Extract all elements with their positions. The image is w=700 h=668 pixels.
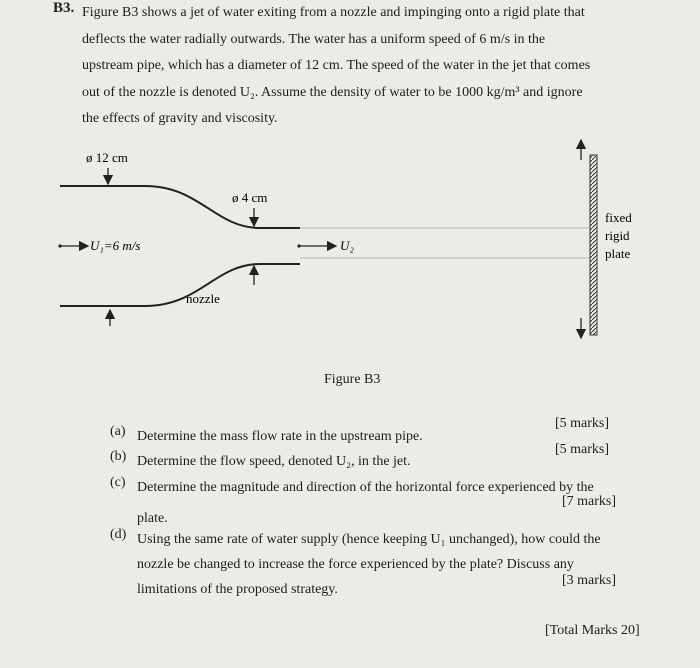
part-line: Determine the mass flow rate in the upstream pipe. (137, 429, 423, 444)
pipe-diameter-label: ø 12 cm (86, 150, 128, 165)
question-intro (82, 0, 642, 133)
plate-label-line: rigid (605, 228, 630, 243)
nozzle-diameter-label: ø 4 cm (232, 190, 268, 205)
question-number: B3. (53, 0, 75, 16)
intro-line: deflects the water radially outwards. The water has a uniform speed of 6 m/s in the (82, 31, 546, 47)
nozzle-lower-wall (60, 264, 300, 306)
part-label: (b) (110, 449, 127, 464)
u2-label: U₂ (340, 238, 354, 253)
intro-line: upstream pipe, which has a diameter of 12 cm. The speed of the water in the jet that comes (82, 58, 591, 73)
part-line: Determine the flow speed, denoted U₂, in the jet. (137, 454, 411, 469)
part-line: plate. (137, 511, 168, 526)
figure-caption: Figure B3 (324, 372, 381, 387)
part-c-marks: [7 marks] (562, 494, 617, 509)
total-marks: [Total Marks 20] (545, 623, 640, 638)
u1-label: U₁=6 m/s (90, 238, 141, 253)
part-text (137, 424, 617, 449)
part-line: nozzle be changed to increase the force experienced by the plate? Discuss any (137, 557, 574, 572)
part-label: (d) (110, 527, 127, 542)
intro-line: the effects of gravity and viscosity. (82, 111, 278, 126)
rigid-plate (590, 155, 597, 335)
plate-label-line: fixed (605, 210, 632, 225)
intro-line: Figure B3 shows a jet of water exiting from a nozzle and impinging onto a rigid plate that (82, 5, 585, 20)
nozzle-label: nozzle (186, 291, 220, 306)
part-line: limitations of the proposed strategy. (137, 582, 338, 597)
part-d-marks: [3 marks] (562, 573, 617, 588)
part-label: (c) (110, 475, 126, 490)
part-text (137, 449, 617, 474)
part-a-marks: [5 marks] (555, 416, 610, 431)
part-label: (a) (110, 424, 126, 439)
part-b-marks: [5 marks] (555, 442, 610, 457)
plate-label-line: plate (605, 246, 631, 261)
part-line: Using the same rate of water supply (hence keeping U₁ unchanged), how could the (137, 532, 601, 547)
part-line: Determine the magnitude and direction of the horizontal force experienced by the (137, 480, 594, 495)
part-text (137, 527, 657, 602)
figure-b3 (0, 130, 700, 370)
intro-line: out of the nozzle is denoted U₂. Assume the density of water to be 1000 kg/m³ and ignore (82, 84, 583, 100)
